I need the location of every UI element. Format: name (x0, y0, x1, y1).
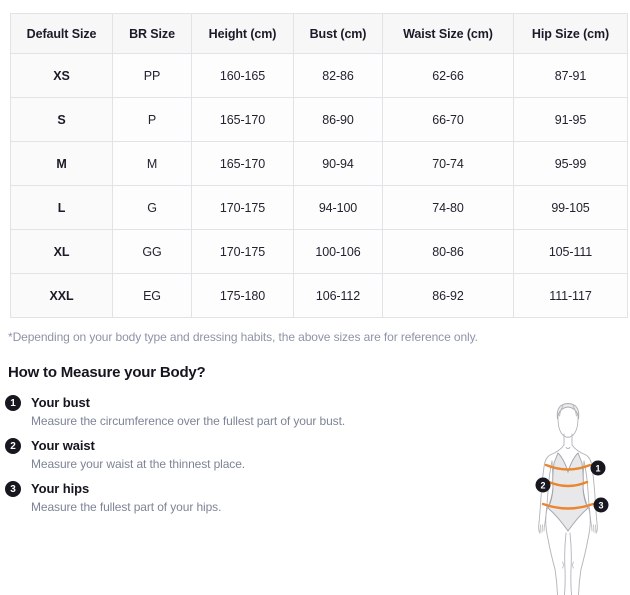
measure-item-title: Your bust (31, 395, 90, 410)
cell-hip: 87-91 (514, 54, 628, 98)
cell-bust: 86-90 (294, 98, 383, 142)
cell-bust: 94-100 (294, 186, 383, 230)
body-measurement-figure (532, 401, 628, 595)
cell-br-size: M (113, 142, 192, 186)
measure-item-description: Measure the circumference over the fullest part of your bust. (31, 414, 346, 428)
measure-item-description: Measure the fullest part of your hips. (31, 500, 222, 514)
table-row-xs (11, 54, 628, 98)
table-row-m (11, 142, 628, 186)
figure-badge-3 (594, 498, 609, 513)
cell-height: 170-175 (192, 230, 294, 274)
column-header-height: Height (cm) (192, 14, 294, 54)
cell-height: 170-175 (192, 186, 294, 230)
figure-badge-1 (591, 461, 606, 476)
cell-default-size: XL (11, 230, 113, 274)
svg-text:2: 2 (540, 480, 546, 491)
measure-item-bust (5, 395, 475, 428)
measure-item-hips (5, 481, 475, 514)
cell-default-size: L (11, 186, 113, 230)
table-row-xxl (11, 274, 628, 318)
cell-waist: 70-74 (383, 142, 514, 186)
cell-hip: 111-117 (514, 274, 628, 318)
cell-br-size: P (113, 98, 192, 142)
figure-badge-2 (536, 478, 551, 493)
cell-waist: 80-86 (383, 230, 514, 274)
cell-waist: 74-80 (383, 186, 514, 230)
cell-height: 160-165 (192, 54, 294, 98)
svg-text:3: 3 (598, 500, 604, 511)
swimsuit-shape (548, 453, 588, 531)
cell-bust: 82-86 (294, 54, 383, 98)
measure-section-heading: How to Measure your Body? (8, 364, 206, 381)
column-header-bust: Bust (cm) (294, 14, 383, 54)
cell-waist: 62-66 (383, 54, 514, 98)
cell-br-size: G (113, 186, 192, 230)
cell-br-size: PP (113, 54, 192, 98)
cell-waist: 66-70 (383, 98, 514, 142)
cell-bust: 90-94 (294, 142, 383, 186)
cell-bust: 106-112 (294, 274, 383, 318)
column-header-hip: Hip Size (cm) (514, 14, 628, 54)
body-figure-illustration (532, 401, 628, 595)
measure-item-title: Your hips (31, 481, 90, 496)
cell-default-size: M (11, 142, 113, 186)
cell-height: 165-170 (192, 98, 294, 142)
column-header-default-size: Default Size (11, 14, 113, 54)
cell-hip: 91-95 (514, 98, 628, 142)
table-row-l (11, 186, 628, 230)
cell-br-size: GG (113, 230, 192, 274)
table-row-s (11, 98, 628, 142)
cell-hip: 99-105 (514, 186, 628, 230)
measure-item-description: Measure your waist at the thinnest place. (31, 457, 246, 471)
step-2-badge: 2 (5, 438, 21, 454)
cell-waist: 86-92 (383, 274, 514, 318)
cell-default-size: XS (11, 54, 113, 98)
column-header-waist: Waist Size (cm) (383, 14, 514, 54)
cell-height: 165-170 (192, 142, 294, 186)
cell-hip: 95-99 (514, 142, 628, 186)
svg-text:1: 1 (595, 463, 601, 474)
table-row-xl (11, 230, 628, 274)
size-chart-footnote: *Depending on your body type and dressing habits, the above sizes are for reference only. (8, 330, 478, 344)
measure-item-waist (5, 438, 475, 471)
column-header-br-size: BR Size (113, 14, 192, 54)
measure-item-title: Your waist (31, 438, 95, 453)
cell-hip: 105-111 (514, 230, 628, 274)
cell-height: 175-180 (192, 274, 294, 318)
cell-br-size: EG (113, 274, 192, 318)
cell-default-size: S (11, 98, 113, 142)
cell-bust: 100-106 (294, 230, 383, 274)
step-1-badge: 1 (5, 395, 21, 411)
size-chart-table (10, 13, 628, 318)
step-3-badge: 3 (5, 481, 21, 497)
cell-default-size: XXL (11, 274, 113, 318)
table-header-row (11, 14, 628, 54)
